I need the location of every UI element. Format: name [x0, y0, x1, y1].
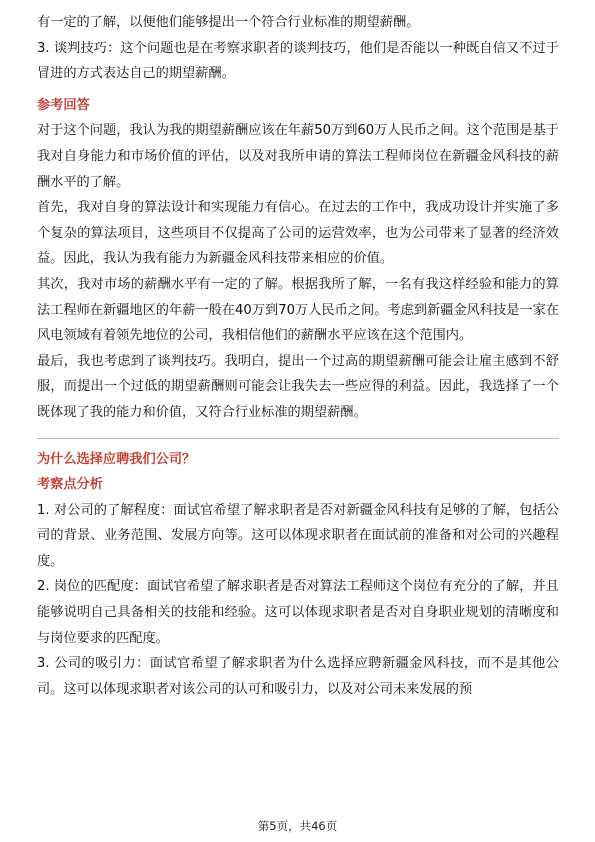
continued-paragraph: 有一定的了解，以便他们能够提出一个符合行业标准的期望薪酬。 [37, 15, 420, 30]
page-number: 第5页，共46页 [257, 819, 338, 833]
analysis-point-3: 3. 谈判技巧：这个问题也是在考察求职者的谈判技巧，他们是否能以一种既自信又不过于冒进的方式表达自己的期望薪酬。 [37, 40, 559, 82]
reference-answer-heading: 参考回答 [37, 97, 90, 113]
analysis-heading: 考察点分析 [37, 477, 103, 493]
analysis-item-2: 2. 岗位的匹配度：面试官希望了解求职者是否对算法工程师这个岗位有充分的了解，并且能够说明自己具备相关的技能和经验。这可以体现求职者是否对自身职业规划的清晰度和与岗位要求的匹配度。 [37, 579, 559, 646]
analysis-item-3: 3. 公司的吸引力：面试官希望了解求职者为什么选择应聘新疆金风科技，而不是其他公司。这可以体现求职者对该公司的认可和吸引力，以及对公司未来发展的预 [37, 656, 559, 697]
answer-paragraph-3: 其次，我对市场的薪酬水平有一定的了解。根据我所了解，一名有我这样经验和能力的算法工程师在新疆地区的年薪一般在40万到70万人民币之间。考虑到新疆金风科技是一家在风电领域有着领先地位的公司，我相信他们的薪酬水平应该在这个范围内。 [37, 276, 559, 344]
section-divider [37, 438, 559, 439]
analysis-item-1: 1. 对公司的了解程度：面试官希望了解求职者是否对新疆金风科技有足够的了解，包括公司的背景、业务范围、发展方向等。这可以体现求职者在面试前的准备和对公司的兴趣程度。 [37, 502, 559, 569]
question-title: 为什么选择应聘我们公司？ [37, 451, 196, 467]
answer-paragraph-1: 对于这个问题，我认为我的期望薪酬应该在年薪50万到60万人民币之间。这个范围是基于我对自身能力和市场价值的评估，以及对我所申请的算法工程师岗位在新疆金风科技的薪酬水平的了解。 [37, 123, 559, 190]
page-content [37, 10, 559, 702]
answer-paragraph-2: 首先，我对自身的算法设计和实现能力有信心。在过去的工作中，我成功设计并实施了多个复杂的算法项目，这些项目不仅提高了公司的运营效率，也为公司带来了显著的经济效益。因此，我认为我有能力为新疆金风科技带来相应的价值。 [37, 200, 559, 267]
answer-paragraph-4: 最后，我也考虑到了谈判技巧。我明白，提出一个过高的期望薪酬可能会让雇主感到不舒服，而提出一个过低的期望薪酬则可能会让我失去一些应得的利益。因此，我选择了一个既体现了我的能力和价值，又符合行业标准的期望薪酬。 [37, 353, 559, 420]
